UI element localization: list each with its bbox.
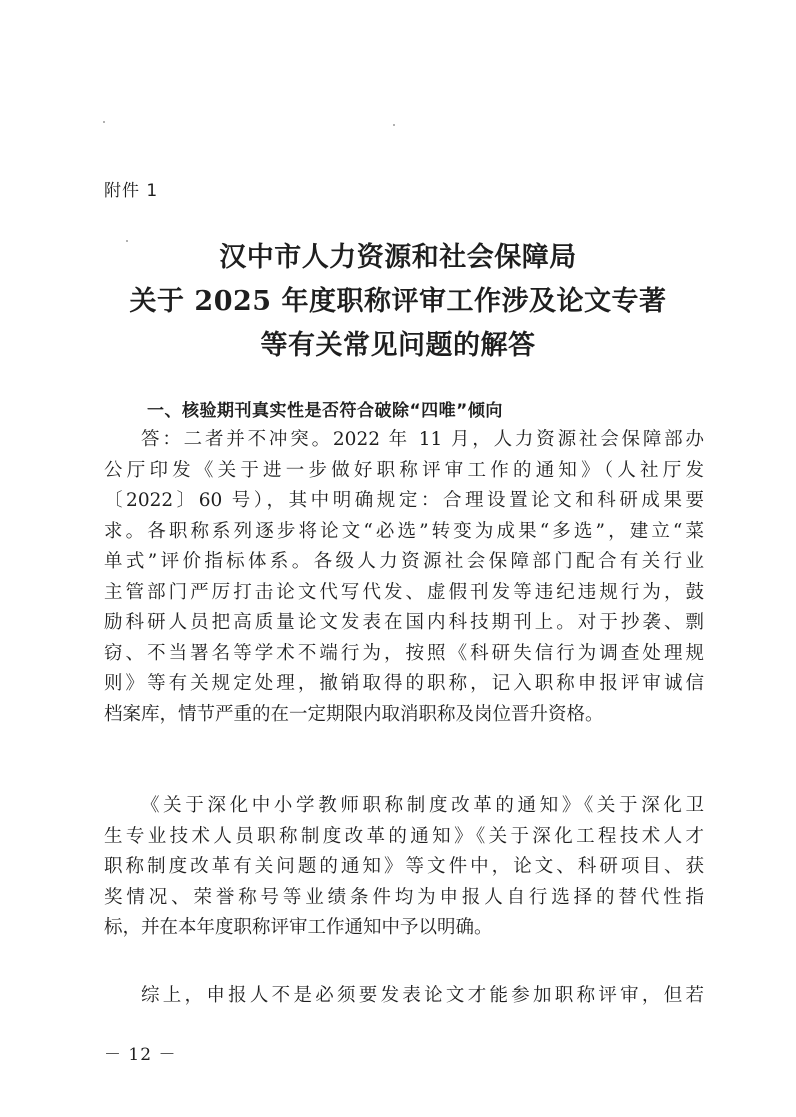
text-line: 求。各职称系列逐步将论文“必选”转变为成果“多选”，建立“菜 — [104, 520, 704, 542]
title-line: 等有关常见问题的解答 — [260, 330, 536, 361]
page-number: － 12 － — [104, 1045, 177, 1065]
attachment-label: 附件 1 — [104, 181, 159, 201]
scan-speck — [393, 124, 395, 126]
document-title — [80, 236, 716, 368]
text-line: 励科研人员把高质量论文发表在国内科技期刊上。对于抄袭、剽 — [104, 612, 704, 633]
text-line: 答：二者并不冲突。2022 年 11 月，人力资源社会保障部办 — [141, 429, 704, 450]
text-line: 公厅印发《关于进一步做好职称评审工作的通知》（人社厅发 — [104, 459, 704, 481]
text-line: 则》等有关规定处理，撤销取得的职称，记入职称申报评审诚信 — [104, 673, 704, 694]
text-line: 单式”评价指标体系。各级人力资源社会保障部门配合有关行业 — [104, 551, 704, 572]
scan-speck — [103, 121, 105, 123]
paragraph-answer — [104, 425, 704, 730]
paragraph-conclusion — [104, 981, 704, 1012]
text-line: 综上，申报人不是必须要发表论文才能参加职称评审，但若 — [141, 985, 704, 1006]
text-line: 《关于深化中小学教师职称制度改革的通知》《关于深化卫 — [141, 795, 704, 816]
text-line: 职称制度改革有关问题的通知》等文件中，论文、科研项目、获 — [104, 856, 704, 877]
title-line: 汉中市人力资源和社会保障局 — [219, 242, 577, 273]
text-line: 主管部门严厉打击论文代写代发、虚假刊发等违纪违规行为，鼓 — [104, 581, 704, 603]
text-line: 生专业技术人员职称制度改革的通知》《关于深化工程技术人才 — [104, 825, 704, 847]
text-line: 奖情况、荣誉称号等业绩条件均为申报人自行选择的替代性指 — [104, 886, 704, 908]
text-line: 标，并在本年度职称评审工作通知中予以明确。 — [104, 917, 493, 938]
section-heading: 一、核验期刊真实性是否符合破除“四唯”倾向 — [147, 401, 503, 421]
paragraph-documents — [104, 791, 704, 944]
title-line: 关于 2025 年度职称评审工作涉及论文专著 — [129, 286, 667, 317]
text-line: 窃、不当署名等学术不端行为，按照《科研失信行为调查处理规 — [104, 642, 704, 664]
text-line: 〔2022〕60 号），其中明确规定：合理设置论文和科研成果要 — [104, 490, 704, 511]
text-line: 档案库，情节严重的在一定期限内取消职称及岗位晋升资格。 — [104, 703, 604, 725]
